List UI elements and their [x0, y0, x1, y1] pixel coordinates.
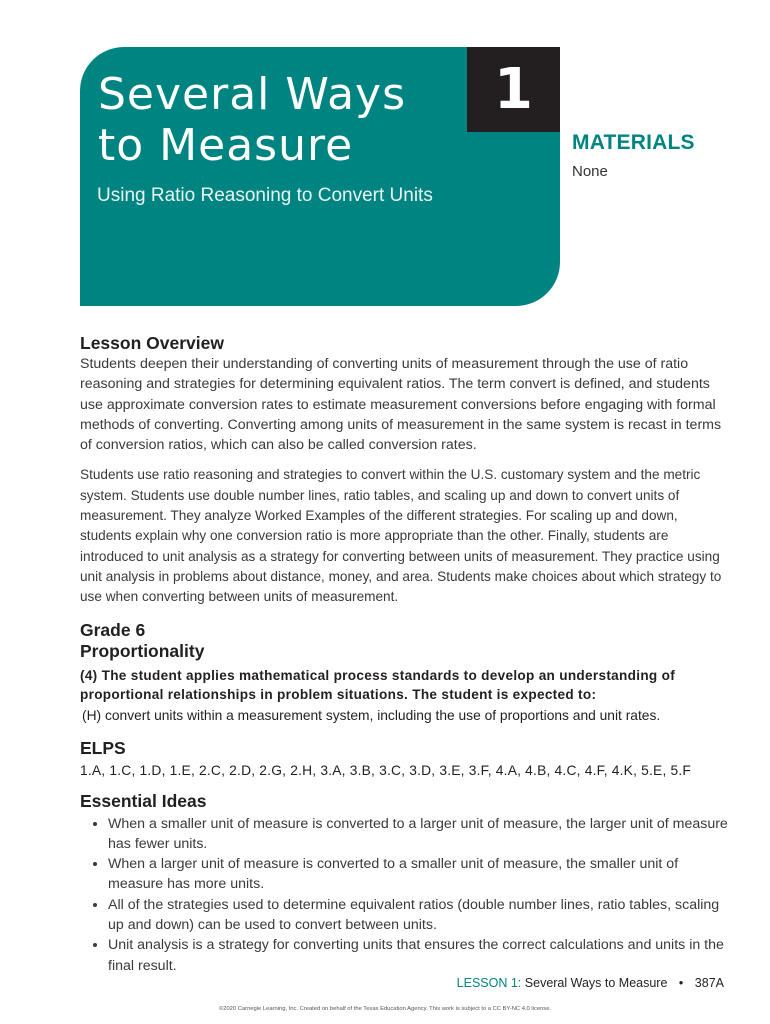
essential-ideas-heading: Essential Ideas — [80, 790, 207, 811]
footer-bullet: • — [678, 976, 684, 990]
page-footer — [457, 976, 724, 990]
title-line-1: Several Ways — [98, 69, 406, 120]
standards-section — [80, 620, 730, 725]
title-line-2: to Measure — [98, 120, 354, 171]
lesson-content — [80, 333, 730, 976]
elps-list: 1.A, 1.C, 1.D, 1.E, 2.C, 2.D, 2.G, 2.H, 3.A, 3.B, 3.C, 3.D, 3.E, 3.F, 4.A, 4.B, 4.C, 4.F, 4.K, 5.E, 5.F — [80, 762, 692, 778]
list-item: • Unit analysis is a strategy for converting units that ensures the correct calculations and units in the final result. — [108, 935, 730, 976]
list-item: • When a smaller unit of measure is converted to a larger unit of measure, the larger unit of measure has fewer units. — [108, 814, 730, 855]
elps-heading: ELPS — [80, 737, 126, 758]
overview-paragraph-2: Students use ratio reasoning and strategies to convert within the U.S. customary system and the metric system. Students use double number lines, ratio tables, and scaling up and down to convert units of measurement. They analyze Worked Examples of the different strategies. For scaling up and down, students explain why one conversion ratio is more appropriate than the other. Finally, students are introduced to unit analysis as a strategy for converting between units of measurement. They practice using unit analysis in problems about distance, money, and area. Students make choices about which strategy to use when converting between units of measurement. — [80, 467, 722, 605]
lesson-subtitle: Using Ratio Reasoning to Convert Units — [97, 185, 433, 206]
materials-value: None — [572, 163, 608, 180]
lesson-number-badge: 1 — [467, 47, 560, 132]
lesson-title — [98, 69, 406, 171]
footer-lesson-title: Several Ways to Measure — [524, 976, 668, 990]
materials-heading: MATERIALS — [572, 131, 695, 154]
standard-statement: (4) The student applies mathematical process standards to develop an understanding of proportional relationships in problem situations. The student is expected to: — [80, 667, 676, 702]
essential-ideas-section — [80, 791, 730, 976]
strand-heading: Proportionality — [80, 640, 205, 661]
lesson-overview-section — [80, 333, 730, 608]
copyright-notice: ©2020 Carnegie Learning, Inc. Created on behalf of the Texas Education Agency. This work is subject to a CC BY-NC 4.0 license. — [218, 1006, 552, 1012]
essential-ideas-list — [80, 814, 730, 976]
grade-heading: Grade 6 — [80, 619, 146, 640]
list-item: • When a larger unit of measure is converted to a smaller unit of measure, the smaller unit of measure has more units. — [108, 854, 730, 895]
footer-lesson-label: LESSON 1: — [456, 976, 522, 990]
overview-paragraph-1: Students deepen their understanding of converting units of measurement through the use of ratio reasoning and strategies for determining equivalent ratios. The term convert is defined, and students use approximate conversion rates to estimate measurement conversions before engaging with formal methods of converting. Converting among units of measurement in the same system is recast in terms of conversion ratios, which can also be called conversion rates. — [80, 356, 722, 454]
standard-item: (H) convert units within a measurement system, including the use of proportions and unit rates. — [82, 707, 661, 723]
elps-section — [80, 738, 730, 778]
page-number: 387A — [694, 976, 724, 990]
lesson-overview-heading: Lesson Overview — [80, 333, 224, 353]
list-item: • All of the strategies used to determine equivalent ratios (double number lines, ratio tables, scaling up and down) can be used to convert between units. — [108, 895, 730, 936]
